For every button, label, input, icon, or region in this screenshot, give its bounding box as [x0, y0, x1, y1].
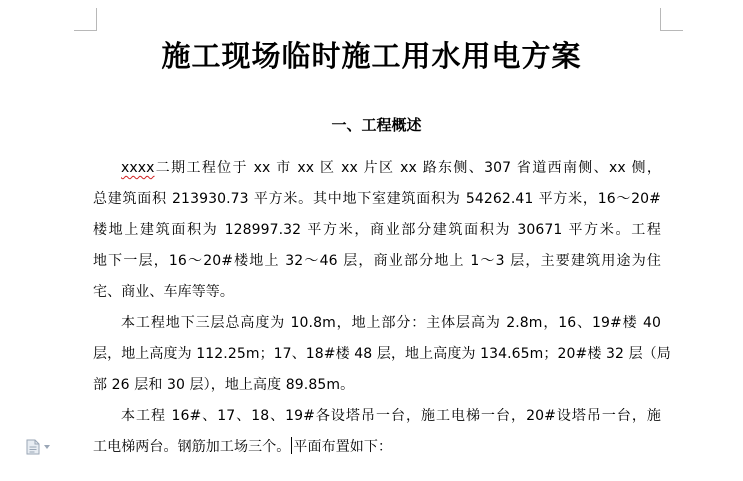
section-heading: 一、工程概述 [331, 116, 422, 134]
spellcheck-word: xxxx [121, 160, 155, 176]
paragraph-equipment [93, 401, 661, 463]
text-line: 本工程地下三层总高度为 10.8m，地上部分：主体层高为 2.8m，16、19#楼 40 [121, 315, 661, 331]
text-line [93, 153, 661, 184]
text-line: 宅、商业、车库等等。 [93, 284, 234, 300]
crop-mark-top-right [660, 8, 683, 31]
paragraph-project-location [93, 153, 661, 308]
text-line: 总建筑面积 213930.73 平方米。其中地下室建筑面积为 54262.41 平方米，16～20# [93, 191, 661, 207]
crop-mark-top-left [74, 8, 97, 31]
text-line: 本工程 16#、17、18、19#各设塔吊一台，施工电梯一台，20#设塔吊一台，施 [121, 408, 661, 424]
page-options-button[interactable] [26, 439, 56, 455]
document-icon [26, 439, 40, 455]
text-span: 工电梯两台。钢筋加工场三个。 [93, 439, 291, 455]
text-line: 楼地上建筑面积为 128997.32 平方米，商业部分建筑面积为 30671 平方米。工程 [93, 222, 661, 238]
text-line: 部 26 层和 30 层），地上高度 89.85m。 [93, 377, 355, 393]
text-span: 二期工程位于 xx 市 xx 区 xx 片区 xx 路东侧、307 省道西南侧、xx 侧， [154, 160, 661, 176]
text-line: 地下一层，16～20#楼地上 32～46 层，商业部分地上 1～3 层，主要建筑用途为住 [93, 253, 661, 269]
text-line: 层，地上高度为 112.25m；17、18#楼 48 层，地上高度为 134.65m；20#楼 32 层（局 [93, 346, 671, 362]
document-body[interactable] [93, 153, 671, 463]
paragraph-building-heights [93, 308, 671, 401]
document-title: 施工现场临时施工用水用电方案 [161, 39, 582, 73]
chevron-down-icon [44, 445, 50, 449]
text-line [93, 432, 661, 463]
text-span: 平面布置如下： [293, 439, 393, 455]
